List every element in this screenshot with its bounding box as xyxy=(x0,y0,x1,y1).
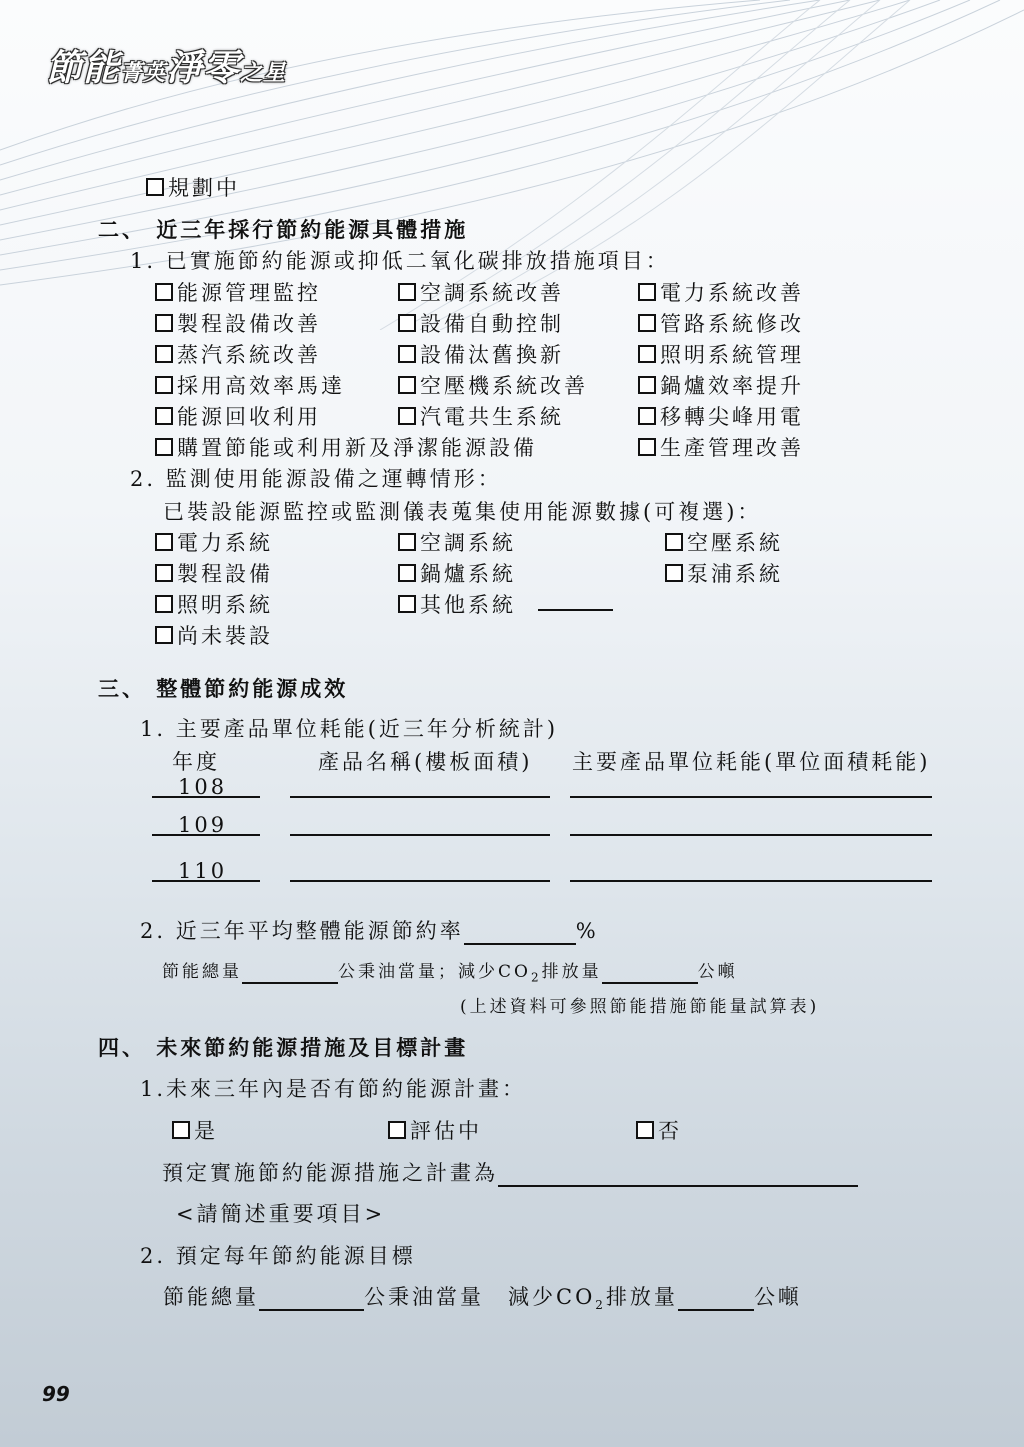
system-item[interactable] xyxy=(398,558,516,588)
measure-item[interactable] xyxy=(638,277,804,307)
system-label: 空壓系統 xyxy=(687,531,783,555)
measure-item[interactable] xyxy=(638,370,804,400)
target-label-b: 公秉油當量 減少CO xyxy=(364,1285,596,1309)
system-item[interactable] xyxy=(155,620,273,650)
measure-item[interactable] xyxy=(638,401,804,431)
savings-label-b: 公秉油當量；減少CO xyxy=(338,962,531,982)
savings-rate-blank[interactable] xyxy=(464,919,576,945)
checkbox[interactable] xyxy=(638,314,656,332)
measure-label: 空壓機系統改善 xyxy=(420,374,588,398)
checkbox[interactable] xyxy=(155,407,173,425)
checkbox[interactable] xyxy=(398,407,416,425)
measure-item[interactable] xyxy=(638,432,804,462)
checkbox[interactable] xyxy=(665,564,683,582)
system-label: 尚未裝設 xyxy=(177,624,273,648)
plan-label: 預定實施節約能源措施之計畫為 xyxy=(162,1161,498,1185)
measure-label: 能源回收利用 xyxy=(177,405,321,429)
measure-label: 移轉尖峰用電 xyxy=(660,405,804,429)
savings-label-c: 排放量 xyxy=(541,962,602,982)
year-110: 110 xyxy=(178,859,228,883)
measure-label: 鍋爐效率提升 xyxy=(660,374,804,398)
section4-title: 四、 未來節約能源措施及目標計畫 xyxy=(98,1035,469,1060)
brand-text-3: 淨零 xyxy=(166,47,241,89)
section3-item2 xyxy=(140,915,599,945)
target-line xyxy=(163,1281,802,1312)
system-label: 空調系統 xyxy=(420,531,516,555)
option-no[interactable] xyxy=(636,1115,682,1145)
checkbox[interactable] xyxy=(155,533,173,551)
page-number: 99 xyxy=(42,1382,70,1406)
section2-title: 二、 近三年採行節約能源具體措施 xyxy=(98,217,469,242)
year-underline xyxy=(152,796,260,798)
checkbox[interactable] xyxy=(665,533,683,551)
measure-label: 採用高效率馬達 xyxy=(177,374,345,398)
section4-item2: 2. 預定每年節約能源目標 xyxy=(140,1244,416,1268)
savings-total-blank[interactable] xyxy=(242,962,338,984)
measure-item[interactable] xyxy=(155,401,321,431)
system-item[interactable] xyxy=(665,527,783,557)
measure-label: 管路系統修改 xyxy=(660,312,804,336)
plan-blank[interactable] xyxy=(498,1161,858,1187)
measure-item[interactable] xyxy=(638,308,804,338)
consumption-blank[interactable] xyxy=(570,880,932,882)
system-item[interactable] xyxy=(398,589,516,619)
checkbox[interactable] xyxy=(398,564,416,582)
savings-line xyxy=(162,957,738,984)
measure-label: 空調系統改善 xyxy=(420,281,564,305)
product-blank[interactable] xyxy=(290,834,550,836)
option-yes[interactable] xyxy=(172,1115,218,1145)
year-underline xyxy=(152,880,260,882)
system-item[interactable] xyxy=(155,558,273,588)
checkbox[interactable] xyxy=(155,564,173,582)
measure-item[interactable] xyxy=(398,401,564,431)
other-system-blank[interactable] xyxy=(538,609,613,611)
checkbox[interactable] xyxy=(398,376,416,394)
co2-reduction-blank[interactable] xyxy=(602,962,698,984)
checkbox[interactable] xyxy=(155,314,173,332)
measure-item[interactable] xyxy=(155,432,537,462)
section2-item2: 2. 監測使用能源設備之運轉情形： xyxy=(130,467,502,491)
system-label: 其他系統 xyxy=(420,593,516,617)
section3-title: 三、 整體節約能源成效 xyxy=(98,676,349,701)
measure-item[interactable] xyxy=(155,339,321,369)
section2-item1: 1. 已實施節約能源或抑低二氧化碳排放措施項目： xyxy=(130,249,670,273)
measure-item[interactable] xyxy=(398,339,564,369)
system-label: 照明系統 xyxy=(177,593,273,617)
brand-logo xyxy=(46,40,286,91)
section2-item2-desc: 已裝設能源監控或監測儀表蒐集使用能源數據(可複選)： xyxy=(163,500,762,524)
brand-text-1: 節能 xyxy=(46,47,121,89)
measure-label: 照明系統管理 xyxy=(660,343,804,367)
option-label: 是 xyxy=(194,1119,218,1143)
checkbox[interactable] xyxy=(638,345,656,363)
section3-item1: 1. 主要產品單位耗能(近三年分析統計) xyxy=(140,717,559,741)
savings-rate-label: 2. 近三年平均整體能源節約率 xyxy=(140,919,464,943)
checkbox[interactable] xyxy=(638,283,656,301)
checkbox[interactable] xyxy=(155,283,173,301)
percent-sign: % xyxy=(575,919,599,943)
checkbox[interactable] xyxy=(146,178,164,196)
checkbox[interactable] xyxy=(172,1121,190,1139)
measure-label: 電力系統改善 xyxy=(660,281,804,305)
checkbox[interactable] xyxy=(155,595,173,613)
col-header-product: 產品名稱(樓板面積) xyxy=(318,750,533,774)
checkbox[interactable] xyxy=(388,1121,406,1139)
system-label: 鍋爐系統 xyxy=(420,562,516,586)
system-item[interactable] xyxy=(155,527,273,557)
system-item[interactable] xyxy=(155,589,273,619)
consumption-blank[interactable] xyxy=(570,796,932,798)
measure-label: 製程設備改善 xyxy=(177,312,321,336)
option-label: 評估中 xyxy=(410,1119,482,1143)
measure-label: 生產管理改善 xyxy=(660,436,804,460)
target-label-d: 公噸 xyxy=(753,1285,802,1309)
checkbox[interactable] xyxy=(155,376,173,394)
checkbox[interactable] xyxy=(155,626,173,644)
checkbox[interactable] xyxy=(638,438,656,456)
checkbox[interactable] xyxy=(398,345,416,363)
plan-hint: <請簡述重要項目> xyxy=(176,1202,386,1226)
checkbox[interactable] xyxy=(398,283,416,301)
col-header-consumption: 主要產品單位耗能(單位面積耗能) xyxy=(572,750,931,774)
savings-label-d: 公噸 xyxy=(697,962,738,982)
co2-subscript: 2 xyxy=(595,1298,606,1313)
checkbox[interactable] xyxy=(638,407,656,425)
option-evaluating[interactable] xyxy=(388,1115,482,1145)
year-108: 108 xyxy=(178,775,228,799)
brand-text-4: 之星 xyxy=(240,60,287,86)
consumption-blank[interactable] xyxy=(570,834,932,836)
option-label: 否 xyxy=(658,1119,682,1143)
checkbox-planning-row[interactable] xyxy=(146,172,240,202)
product-blank[interactable] xyxy=(290,796,550,798)
measure-item[interactable] xyxy=(155,308,321,338)
measure-item[interactable] xyxy=(155,370,345,400)
measure-label: 蒸汽系統改善 xyxy=(177,343,321,367)
measure-label: 汽電共生系統 xyxy=(420,405,564,429)
measure-label: 設備汰舊換新 xyxy=(420,343,564,367)
year-underline xyxy=(152,834,260,836)
system-label: 製程設備 xyxy=(177,562,273,586)
system-label: 電力系統 xyxy=(177,531,273,555)
checkbox[interactable] xyxy=(636,1121,654,1139)
system-item[interactable] xyxy=(398,527,516,557)
system-item[interactable] xyxy=(665,558,783,588)
reference-note: (上述資料可參照節能措施節能量試算表) xyxy=(460,997,820,1017)
checkbox[interactable] xyxy=(398,533,416,551)
checkbox[interactable] xyxy=(398,595,416,613)
brand-text-2: 菁英 xyxy=(120,60,167,86)
savings-label-a: 節能總量 xyxy=(162,962,242,982)
target-label-a: 節能總量 xyxy=(163,1285,259,1309)
measure-item[interactable] xyxy=(398,370,588,400)
col-header-year: 年度 xyxy=(172,750,220,774)
measure-item[interactable] xyxy=(155,277,321,307)
target-co2-blank[interactable] xyxy=(678,1285,754,1311)
plan-line xyxy=(162,1157,858,1187)
checkbox[interactable] xyxy=(638,376,656,394)
measure-item[interactable] xyxy=(398,308,564,338)
measure-label: 購置節能或利用新及淨潔能源設備 xyxy=(177,436,537,460)
measure-item[interactable] xyxy=(638,339,804,369)
measure-item[interactable] xyxy=(398,277,564,307)
system-label: 泵浦系統 xyxy=(687,562,783,586)
checkbox[interactable] xyxy=(398,314,416,332)
checkbox[interactable] xyxy=(155,345,173,363)
year-109: 109 xyxy=(178,813,228,837)
measure-label: 能源管理監控 xyxy=(177,281,321,305)
measure-label: 設備自動控制 xyxy=(420,312,564,336)
checkbox-label: 規劃中 xyxy=(168,176,240,200)
target-label-c: 排放量 xyxy=(605,1285,678,1309)
checkbox[interactable] xyxy=(155,438,173,456)
co2-subscript: 2 xyxy=(530,970,542,985)
product-blank[interactable] xyxy=(290,880,550,882)
section4-item1: 1.未來三年內是否有節約能源計畫： xyxy=(140,1077,527,1101)
target-total-blank[interactable] xyxy=(259,1285,364,1311)
